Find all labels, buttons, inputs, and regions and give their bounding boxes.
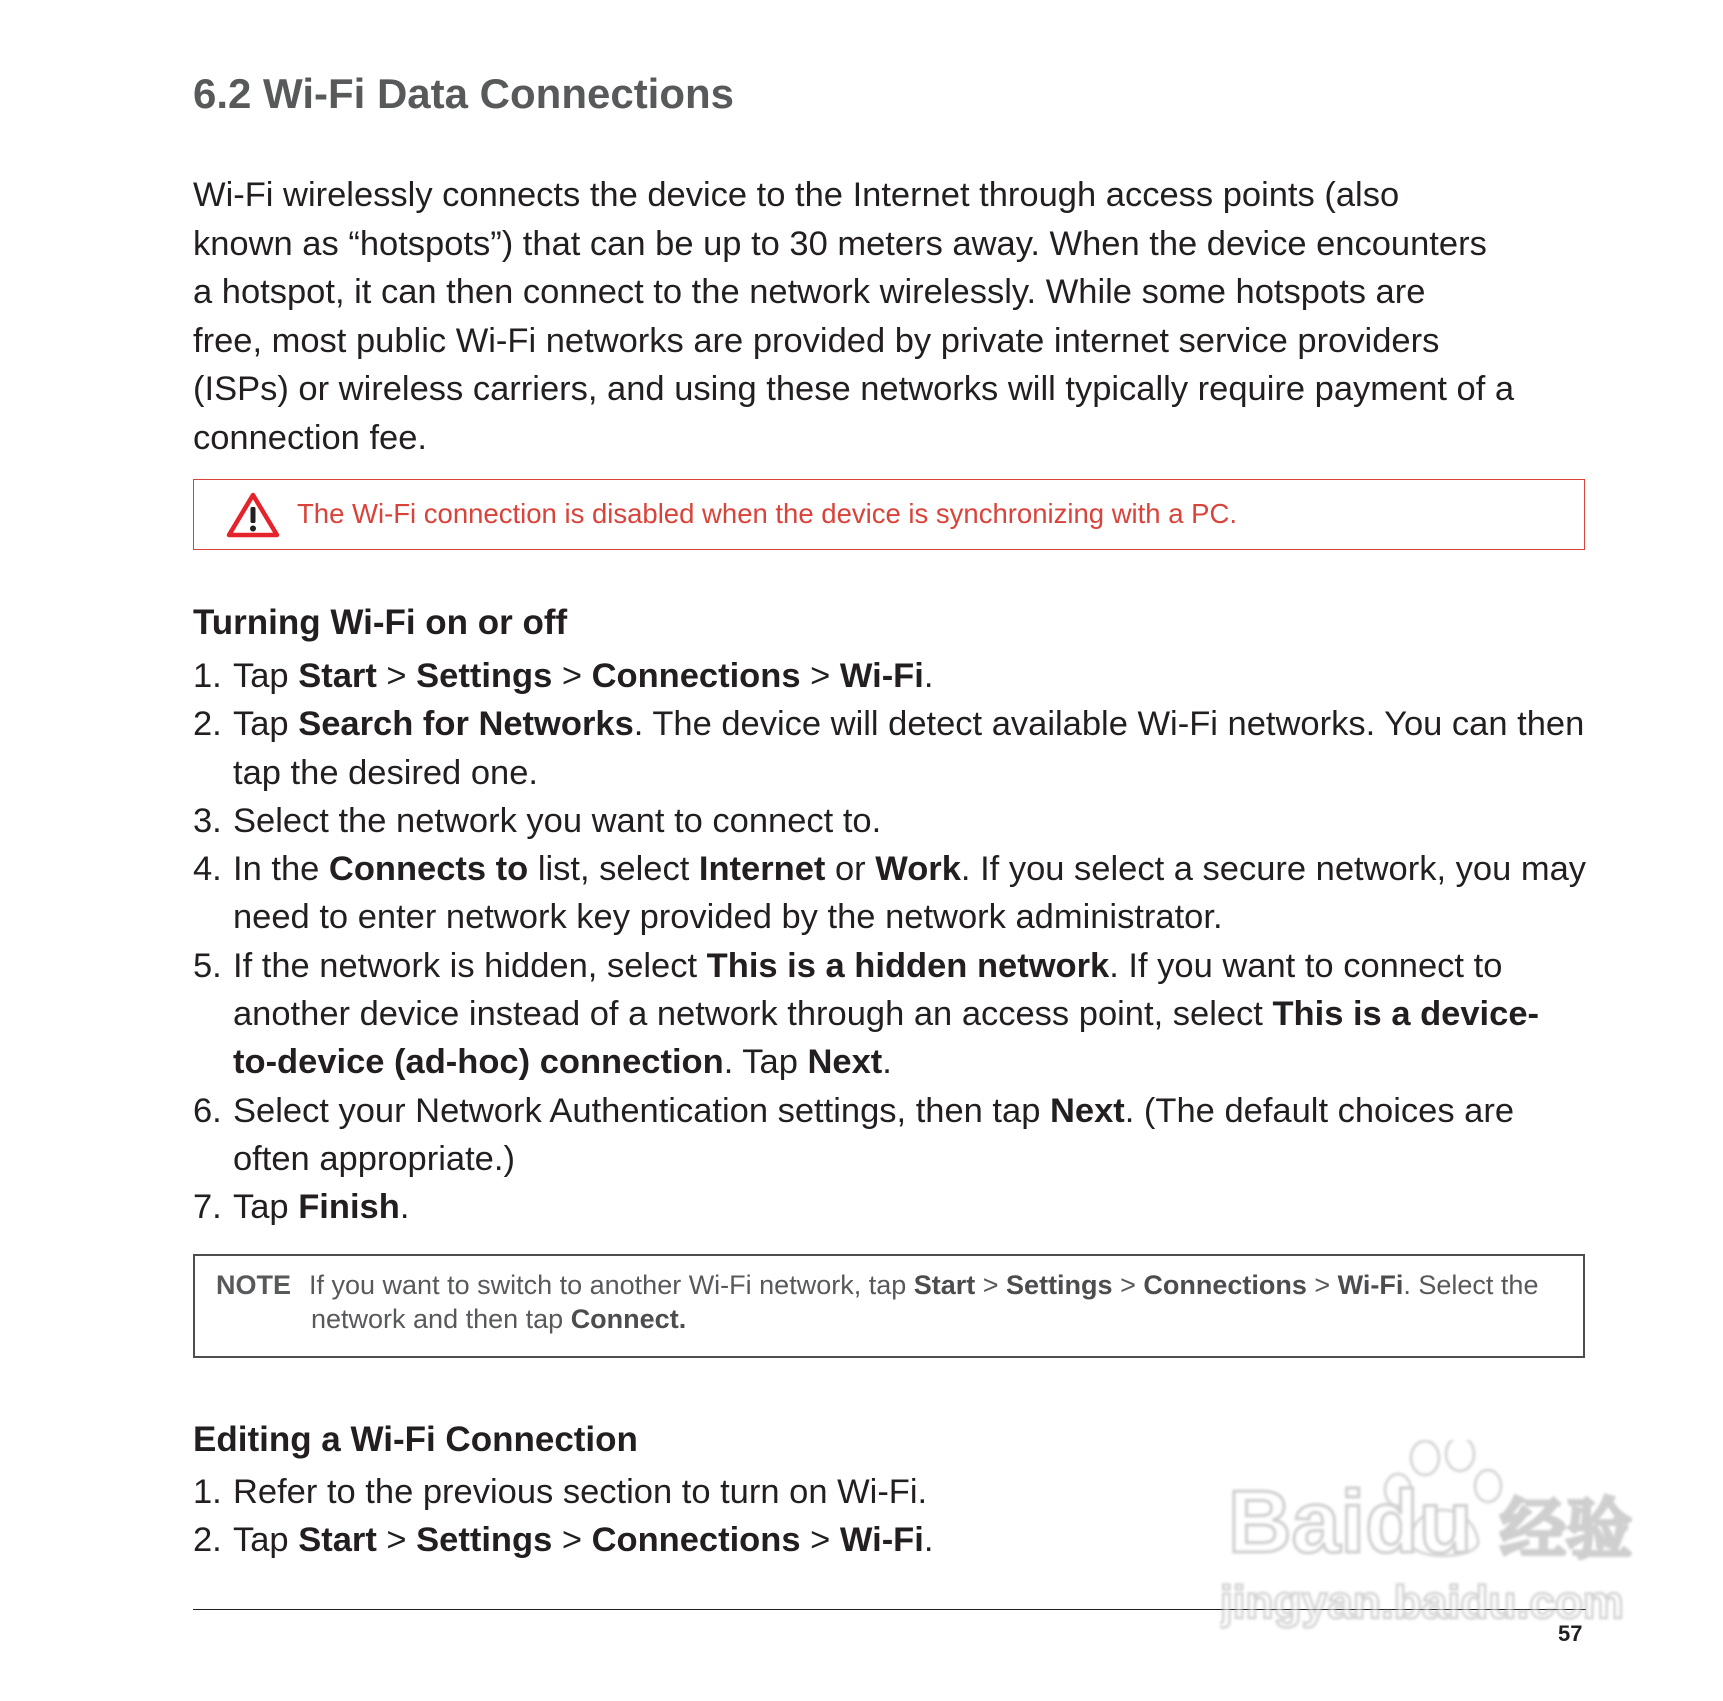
- step-text: Select the network you want to connect to.: [233, 801, 882, 840]
- warning-triangle-icon: [226, 492, 280, 538]
- step-text: Refer to the previous section to turn on Wi-Fi.: [233, 1473, 928, 1511]
- bold-ui-term: Connections: [1143, 1270, 1307, 1300]
- bold-ui-term: This is a device-to-device (ad-hoc) connection: [233, 995, 1540, 1082]
- bold-ui-term: Start: [298, 657, 377, 695]
- step-number: 3.: [193, 801, 222, 840]
- step-item: [193, 797, 1593, 845]
- step-number: 2.: [193, 705, 222, 744]
- bold-ui-term: Settings: [416, 657, 553, 695]
- page-number: 57: [1558, 1621, 1583, 1646]
- bold-ui-term: Wi-Fi: [839, 1521, 924, 1560]
- bold-ui-term: This is a hidden network: [706, 946, 1110, 985]
- step-number: 4.: [193, 850, 222, 889]
- bold-ui-term: Next: [807, 1043, 883, 1082]
- step-text: Tap Search for Networks. The device will detect available Wi-Fi networks. You can then tap the desired one.: [233, 705, 1585, 792]
- step-item: [193, 845, 1603, 942]
- note-callout: [193, 1254, 1585, 1358]
- warning-callout: [193, 479, 1585, 550]
- step-item: [193, 1087, 1583, 1184]
- warning-text: The Wi-Fi connection is disabled when the device is synchronizing with a PC.: [297, 498, 1238, 529]
- bold-ui-term: Settings: [416, 1521, 553, 1560]
- step-number: 7.: [193, 1188, 222, 1227]
- intro-line: connection fee.: [193, 418, 428, 457]
- step-number: 1.: [193, 1473, 222, 1511]
- step-number: 2.: [193, 1521, 222, 1560]
- step-item: [193, 700, 1593, 797]
- note-label: NOTE: [216, 1270, 292, 1300]
- turning-wifi-heading: Turning Wi-Fi on or off: [193, 603, 568, 642]
- watermark-brand: Baidu: [1228, 1472, 1473, 1571]
- intro-paragraph: [193, 171, 1587, 462]
- bold-ui-term: Connections: [591, 1521, 801, 1560]
- bold-ui-term: Connect.: [570, 1304, 687, 1334]
- intro-line: known as “hotspots”) that can be up to 30 meters away. When the device encounters: [193, 224, 1487, 263]
- step-text: Tap Start > Settings > Connections > Wi-Fi.: [233, 1521, 934, 1560]
- step-text: Tap Finish.: [233, 1188, 410, 1227]
- bold-ui-term: Finish: [298, 1188, 400, 1227]
- bold-ui-term: Work: [875, 850, 961, 889]
- bold-ui-term: Connects to: [328, 850, 529, 889]
- bold-ui-term: Start: [913, 1270, 976, 1300]
- watermark-url: jingyan.baidu.com: [1220, 1576, 1624, 1628]
- intro-line: Wi-Fi wirelessly connects the device to the Internet through access points (also: [193, 176, 1400, 214]
- editing-wifi-heading: Editing a Wi-Fi Connection: [193, 1420, 638, 1459]
- step-item: [193, 1183, 1593, 1231]
- baidu-jingyan-watermark: [1220, 1440, 1640, 1640]
- bold-ui-term: Start: [298, 1521, 377, 1560]
- intro-line: a hotspot, it can then connect to the network wirelessly. While some hotspots are: [193, 273, 1426, 311]
- bold-ui-term: Next: [1049, 1091, 1125, 1130]
- step-number: 1.: [193, 657, 222, 695]
- note-text: If you want to switch to another Wi-Fi network, tap Start > Settings > Connections > Wi-Fi. Select the network and then tap Connect.: [309, 1270, 1539, 1334]
- bold-ui-term: Search for Networks: [298, 705, 634, 744]
- bold-ui-term: Settings: [1006, 1270, 1113, 1300]
- step-text: If the network is hidden, select This is a hidden network. If you want to connect to another device instead of a network through an access point, select This is a device-to-device (ad-hoc) connection. Tap Next.: [233, 946, 1540, 1082]
- watermark-chinese: 经验: [1500, 1491, 1632, 1568]
- intro-line: free, most public Wi-Fi networks are provided by private internet service providers: [193, 321, 1440, 360]
- step-text: Select your Network Authentication settings, then tap Next. (The default choices are often appropriate.): [233, 1091, 1515, 1178]
- turning-wifi-steps: [193, 652, 1593, 1232]
- section-title: 6.2 Wi-Fi Data Connections: [193, 70, 735, 117]
- step-text: Tap Start > Settings > Connections > Wi-Fi.: [233, 657, 934, 695]
- step-number: 5.: [193, 946, 222, 985]
- step-item: [193, 652, 1593, 700]
- bold-ui-term: Internet: [698, 850, 826, 889]
- bold-ui-term: Wi-Fi: [1337, 1270, 1404, 1300]
- step-text: In the Connects to list, select Internet or Work. If you select a secure network, you may need to enter network key provided by the network administrator.: [233, 850, 1587, 937]
- bold-ui-term: Wi-Fi: [839, 657, 924, 695]
- step-number: 6.: [193, 1091, 222, 1130]
- intro-line: (ISPs) or wireless carriers, and using these networks will typically require payment of a: [193, 370, 1515, 408]
- step-item: [193, 942, 1563, 1087]
- bold-ui-term: Connections: [591, 657, 801, 695]
